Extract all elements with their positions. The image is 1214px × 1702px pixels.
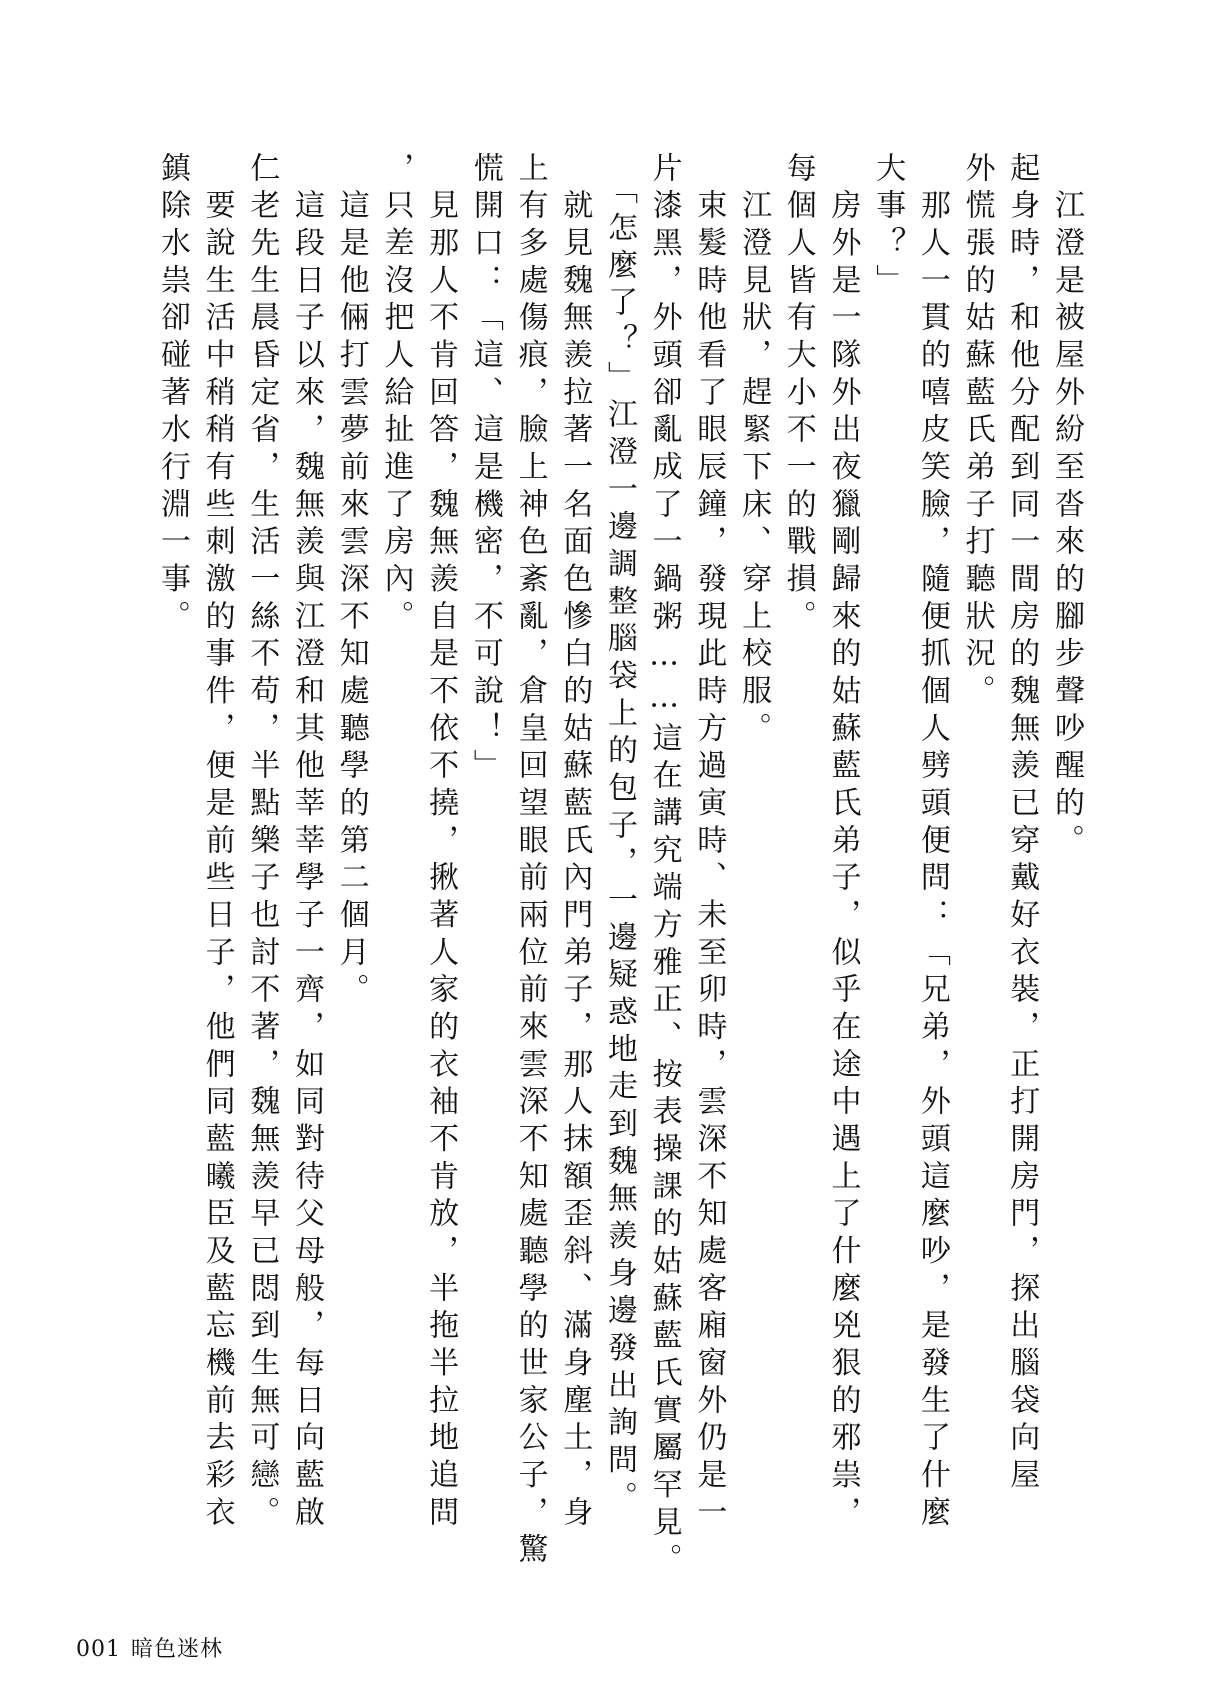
text-column: 仁老先生晨昏定省，生活一絲不苟，半點樂子也討不著，魏無羨早已悶到生無可戀。 — [244, 152, 280, 1534]
text-column: 要說生活中稍稍有些刺激的事件，便是前些日子，他們同藍曦臣及藍忘機前去彩衣 — [199, 152, 235, 1534]
text-column: 就見魏無羨拉著一名面色慘白的姑蘇藍氏內門弟子，那人抹額歪斜、滿身塵土，身 — [557, 152, 593, 1534]
vertical-text-body — [149, 152, 1088, 1581]
text-column: ，只差沒把人給扯進了房內。 — [378, 152, 414, 638]
text-column: 這段日子以來，魏無羨與江澄和其他莘莘學子一齊，如同對待父母般，每日向藍啟 — [289, 152, 325, 1534]
page-number: 001 — [76, 1637, 121, 1662]
text-column: 房外是一隊外出夜獵剛歸來的姑蘇藍氏弟子，似乎在途中遇上了什麼兇狠的邪祟， — [825, 152, 861, 1534]
text-column: 大事？」 — [870, 152, 906, 302]
text-column: 起身時，和他分配到同一間房的魏無羨已穿戴好衣裝，正打開房門，探出腦袋向屋 — [1004, 152, 1040, 1496]
text-column: 慌開口：「這、這是機密，不可說！」 — [467, 152, 503, 787]
text-column: 每個人皆有大小不一的戰損。 — [780, 152, 816, 638]
page-footer — [76, 1632, 223, 1663]
text-column: 片漆黑，外頭卻亂成了一鍋粥……這在講究端方雅正、按表操課的姑蘇藍氏實屬罕見。 — [646, 152, 682, 1581]
text-column: 鎮除水祟卻碰著水行淵一事。 — [154, 152, 190, 638]
text-column: 上有多處傷痕，臉上神色紊亂，倉皇回望眼前兩位前來雲深不知處聽學的世家公子，驚 — [512, 152, 548, 1571]
text-column: 江澄是被屋外紛至沓來的腳步聲吵醒的。 — [1049, 152, 1084, 862]
text-column: 江澄見狀，趕緊下床、穿上校服。 — [736, 152, 772, 750]
text-column: 那人一貫的嘻皮笑臉，隨便抓個人劈頭便問：「兄弟，外頭這麼吵，是發生了什麼 — [914, 152, 950, 1534]
text-column: 束髮時他看了眼辰鐘，發現此時方過寅時、未至卯時，雲深不知處客廂窗外仍是一 — [691, 152, 727, 1534]
text-column: 外慌張的姑蘇藍氏弟子打聽狀況。 — [959, 152, 995, 712]
text-column: 「怎麼了？」江澄一邊調整腦袋上的包子，一邊疑惑地走到魏無羨身邊發出詢問。 — [601, 152, 637, 1519]
text-column: 見那人不肯回答，魏無羨自是不依不撓，揪著人家的衣袖不肯放，半拖半拉地追問 — [423, 152, 459, 1534]
text-column: 這是他倆打雲夢前來雲深不知處聽學的第二個月。 — [333, 152, 369, 1011]
book-title: 暗色迷林 — [131, 1637, 224, 1662]
